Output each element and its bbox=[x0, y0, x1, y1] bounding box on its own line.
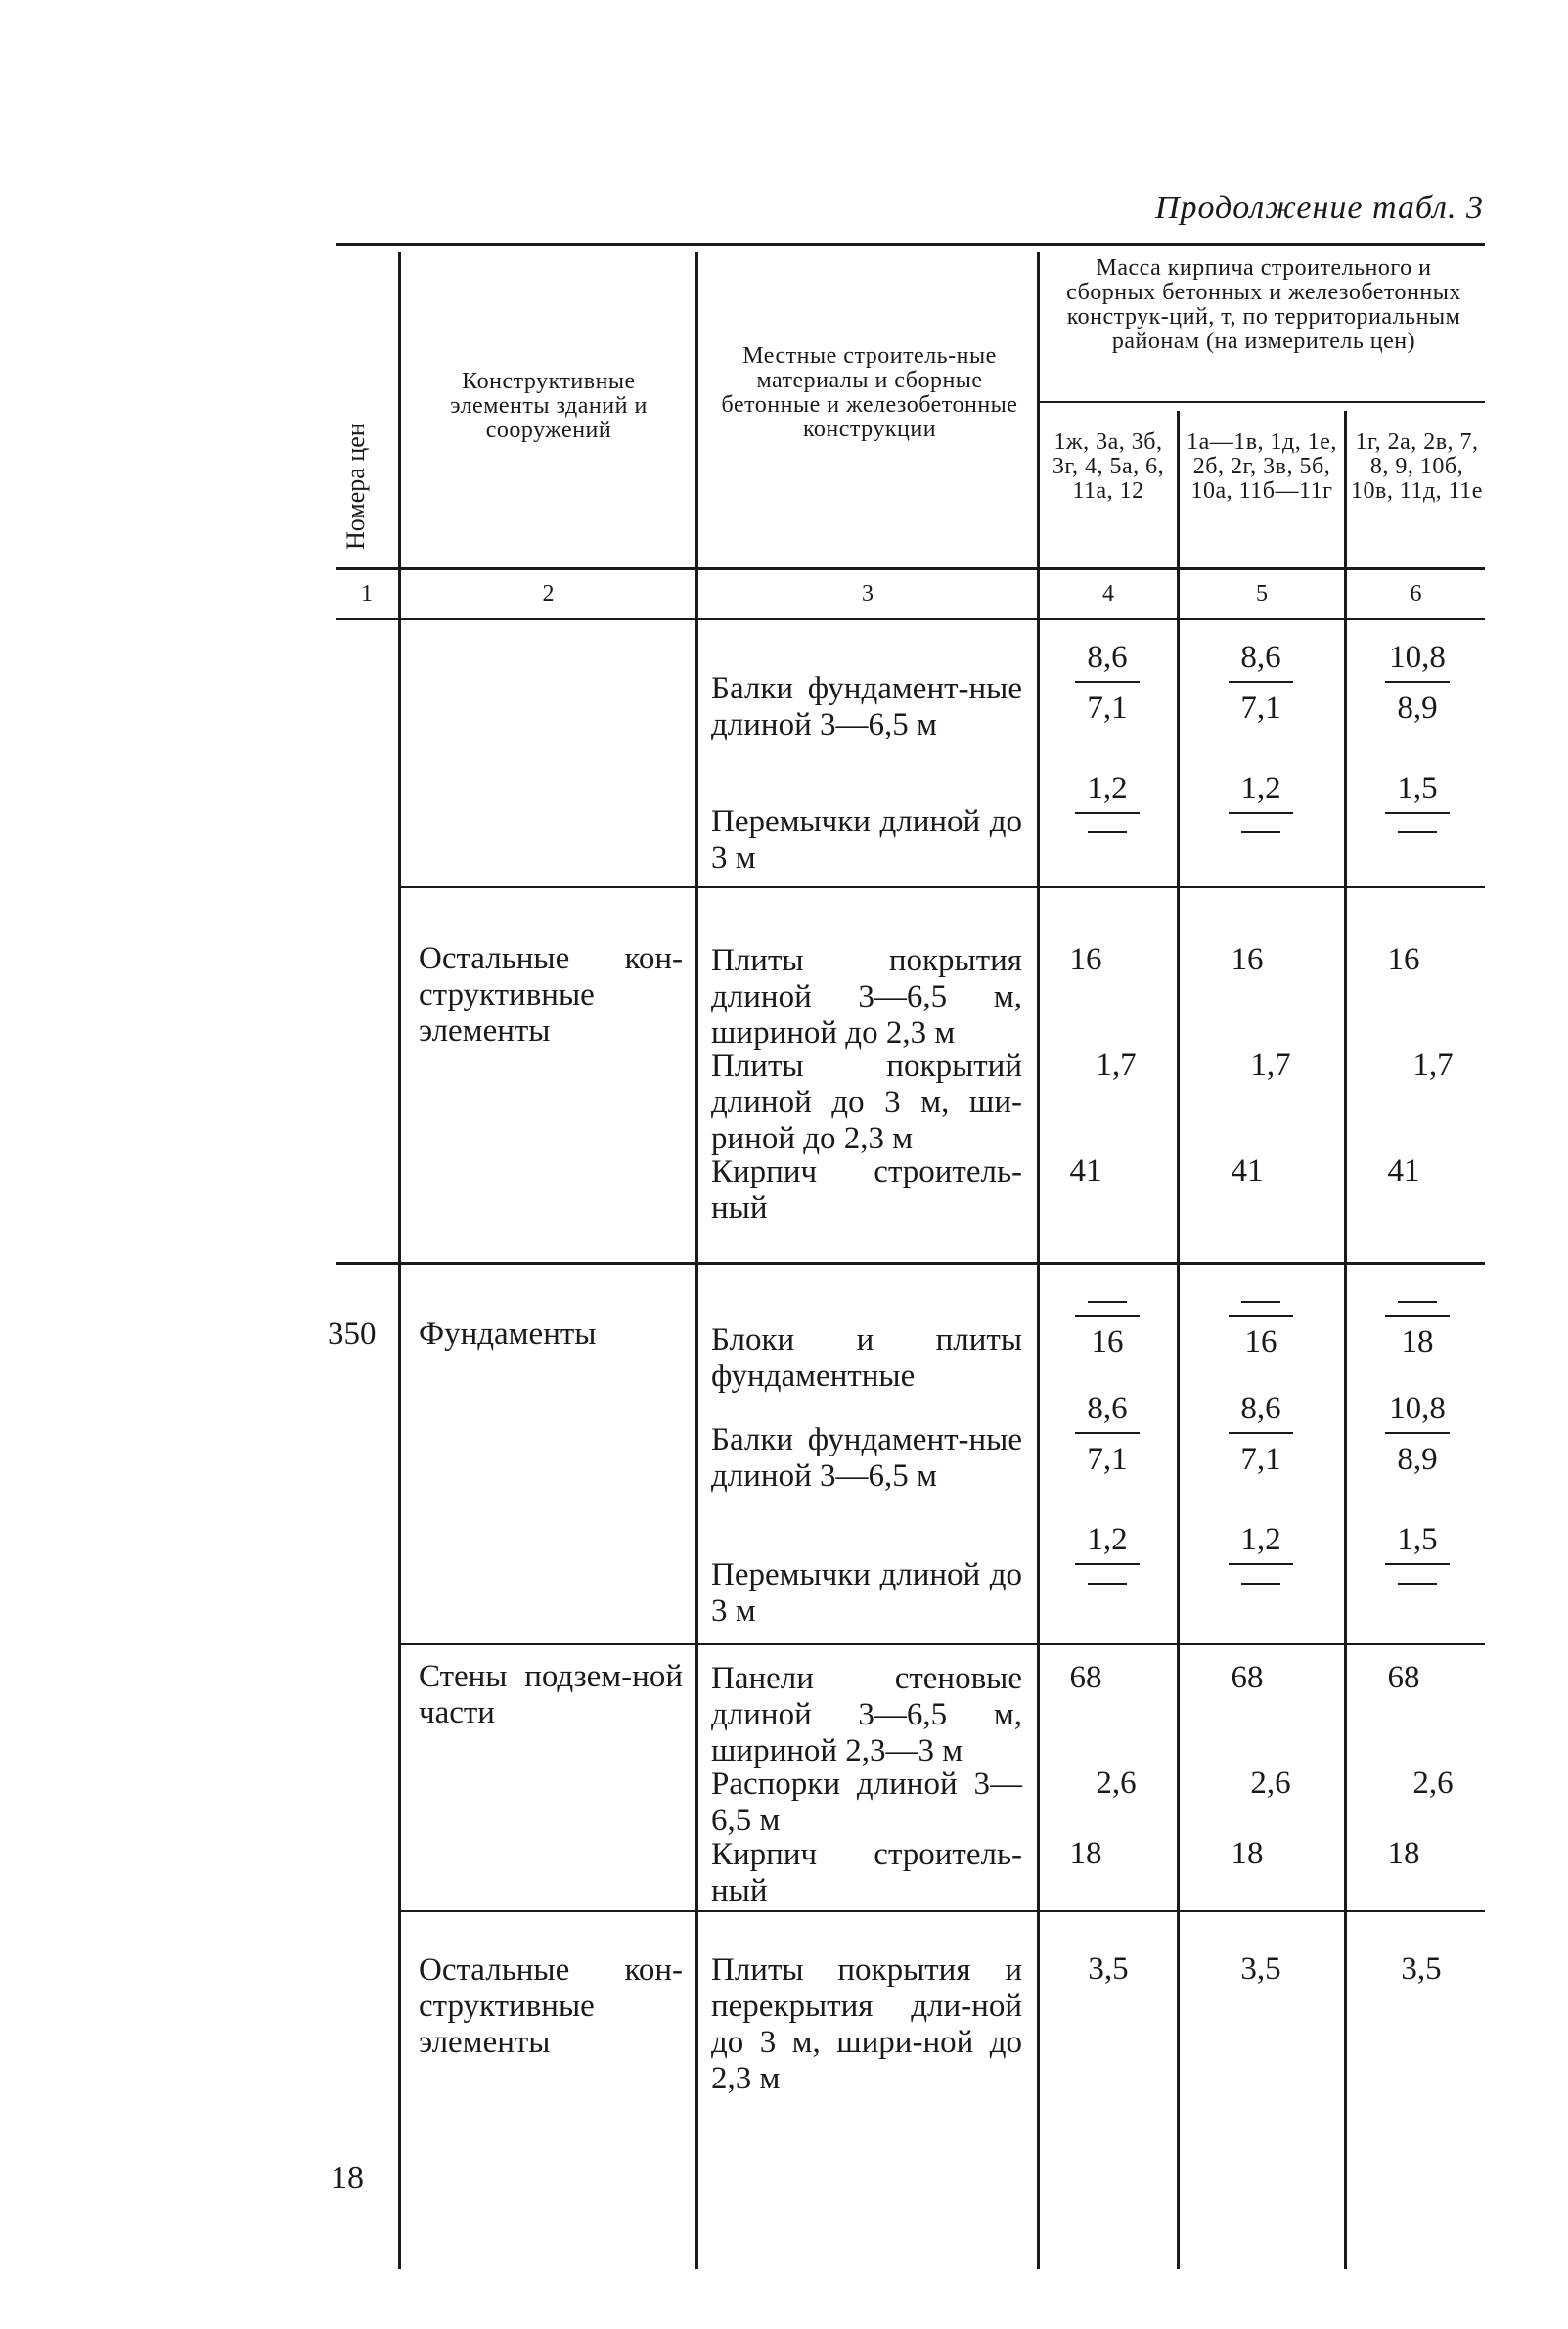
material-cell: Плиты покрытия и перекрытия дли-ной до 3 м, шири-ной до 2,3 м bbox=[711, 1952, 1022, 2096]
material-cell: Перемычки длиной до 3 м bbox=[711, 804, 1022, 875]
fraction-value: 10,8 8,9 bbox=[1364, 638, 1471, 728]
value-cell: 16 bbox=[1069, 942, 1102, 977]
header-local-materials: Местные строитель-ные материалы и сборные бетонные и железобетонные конструкции bbox=[721, 343, 1018, 442]
fraction-value: 1,2 bbox=[1207, 1520, 1315, 1585]
fraction-value: 16 bbox=[1207, 1301, 1315, 1362]
table-caption: Продолжение табл. 3 bbox=[1154, 190, 1484, 226]
material-cell: Блоки и плиты фундаментные bbox=[711, 1322, 1022, 1394]
colnum-bottom-rule bbox=[336, 618, 1485, 620]
header-region-col4: 1ж, 3а, 3б, 3г, 4, 5а, 6, 11а, 12 bbox=[1052, 429, 1165, 504]
value-cell: 68 bbox=[1231, 1660, 1264, 1695]
value-cell: 2,6 bbox=[1412, 1766, 1454, 1801]
fraction-value: 1,2 bbox=[1053, 1520, 1161, 1585]
fraction-value: 1,2 bbox=[1053, 769, 1161, 833]
value-cell: 16 bbox=[1387, 942, 1420, 977]
column-number-3: 3 bbox=[862, 581, 874, 606]
fraction-value: 16 bbox=[1053, 1301, 1161, 1362]
material-cell: Распорки длиной 3—6,5 м bbox=[711, 1767, 1022, 1838]
value-cell: 1,7 bbox=[1250, 1048, 1291, 1083]
value-cell: 41 bbox=[1387, 1153, 1420, 1188]
material-cell: Кирпич строитель-ный bbox=[711, 1837, 1022, 1908]
col-divider bbox=[1177, 411, 1180, 2269]
element-cell: Стены подзем-ной части bbox=[419, 1659, 683, 1730]
value-cell: 18 bbox=[1069, 1836, 1102, 1871]
value-cell: 3,5 bbox=[1088, 1951, 1129, 1987]
fraction-value: 8,6 7,1 bbox=[1053, 1389, 1161, 1479]
fraction-value: 1,5 bbox=[1364, 769, 1471, 833]
value-cell: 2,6 bbox=[1250, 1766, 1291, 1801]
value-cell: 68 bbox=[1387, 1660, 1420, 1695]
value-cell: 3,5 bbox=[1240, 1951, 1281, 1987]
column-number-5: 5 bbox=[1256, 581, 1268, 606]
column-number-6: 6 bbox=[1410, 581, 1422, 606]
row-separator bbox=[401, 886, 1485, 888]
page-number: 18 bbox=[331, 2160, 364, 2196]
row-separator bbox=[401, 1643, 1485, 1645]
header-structural-elements: Конструктивные элементы зданий и сооружений bbox=[450, 369, 648, 443]
col-divider bbox=[1344, 411, 1347, 2269]
fraction-value: 8,6 7,1 bbox=[1053, 638, 1161, 728]
fraction-value: 1,2 bbox=[1207, 769, 1315, 833]
value-cell: 18 bbox=[1387, 1836, 1420, 1871]
element-cell: Фундаменты bbox=[419, 1317, 597, 1352]
fraction-value: 8,6 7,1 bbox=[1207, 638, 1315, 728]
value-cell: 41 bbox=[1069, 1153, 1102, 1188]
material-cell: Балки фундамент-ные длиной 3—6,5 м bbox=[711, 671, 1022, 742]
element-cell: Остальные кон-структивные элементы bbox=[419, 941, 683, 1049]
fraction-value: 1,5 bbox=[1364, 1520, 1471, 1585]
material-cell: Плиты покрытий длиной до 3 м, ши-риной до 2,3 м bbox=[711, 1049, 1022, 1156]
element-cell: Остальные кон-структивные элементы bbox=[419, 1952, 683, 2060]
value-cell: 18 bbox=[1231, 1836, 1264, 1871]
value-cell: 68 bbox=[1069, 1660, 1102, 1695]
header-bottom-rule bbox=[336, 567, 1485, 570]
value-cell: 1,7 bbox=[1096, 1048, 1137, 1083]
header-region-col6: 1г, 2а, 2в, 7, 8, 9, 10б, 10в, 11д, 11е bbox=[1351, 429, 1483, 504]
price-number: 350 bbox=[328, 1317, 377, 1352]
header-region-col5: 1а—1в, 1д, 1е, 2б, 2г, 3в, 5б, 10а, 11б—11г bbox=[1187, 429, 1337, 504]
column-number-4: 4 bbox=[1102, 581, 1114, 606]
fraction-value: 18 bbox=[1364, 1301, 1471, 1362]
column-number-1: 1 bbox=[361, 581, 373, 606]
material-cell: Балки фундамент-ные длиной 3—6,5 м bbox=[711, 1422, 1022, 1494]
col-divider bbox=[398, 252, 401, 2269]
material-cell: Плиты покрытия длиной 3—6,5 м, шириной до 2,3 м bbox=[711, 943, 1022, 1051]
value-cell: 41 bbox=[1231, 1153, 1264, 1188]
value-cell: 3,5 bbox=[1401, 1951, 1442, 1987]
column-number-2: 2 bbox=[542, 581, 555, 606]
value-cell: 2,6 bbox=[1096, 1766, 1137, 1801]
mass-header-rule bbox=[1040, 401, 1485, 403]
value-cell: 1,7 bbox=[1412, 1048, 1454, 1083]
material-cell: Перемычки длиной до 3 м bbox=[711, 1557, 1022, 1629]
material-cell: Панели стеновые длиной 3—6,5 м, шириной 2,3—3 м bbox=[711, 1661, 1022, 1769]
header-price-number: Номера цен bbox=[341, 423, 370, 550]
header-mass: Масса кирпича строительного и сборных бетонных и железобетонных конструк-ций, т, по территориальным районам (на измеритель цен) bbox=[1066, 255, 1461, 354]
col-divider bbox=[1037, 252, 1040, 2269]
col-divider bbox=[695, 252, 698, 2269]
fraction-value: 8,6 7,1 bbox=[1207, 1389, 1315, 1479]
value-cell: 16 bbox=[1231, 942, 1264, 977]
section-separator bbox=[336, 1262, 1485, 1265]
row-separator bbox=[401, 1910, 1485, 1912]
fraction-value: 10,8 8,9 bbox=[1364, 1389, 1471, 1479]
top-rule bbox=[336, 243, 1485, 246]
material-cell: Кирпич строитель-ный bbox=[711, 1154, 1022, 1226]
